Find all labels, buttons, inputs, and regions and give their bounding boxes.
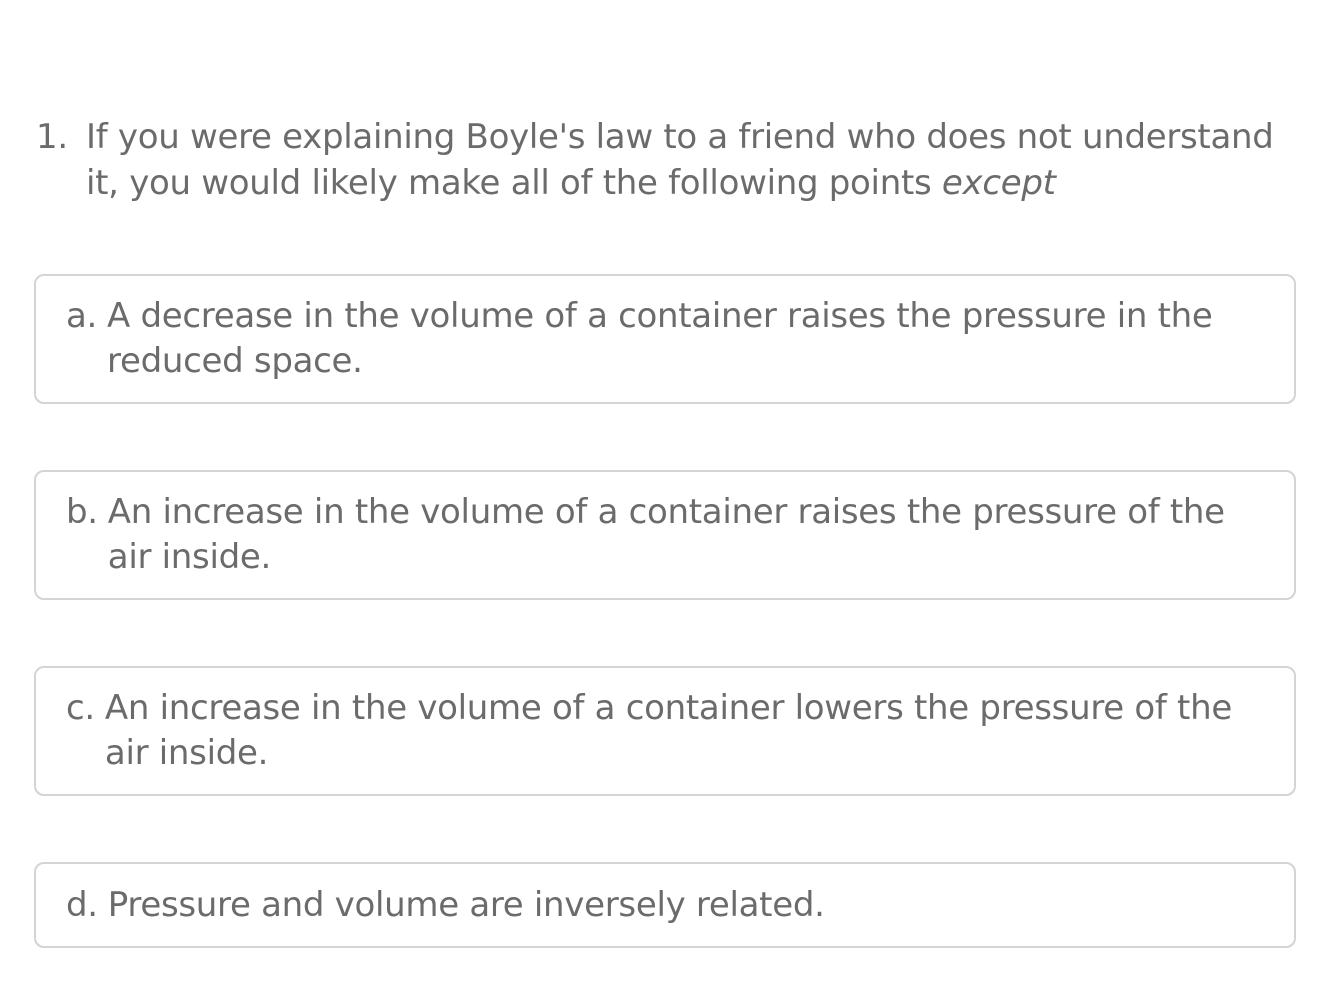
option-letter: a. (66, 296, 98, 336)
question-stem: If you were explaining Boyle's law to a friend who does not understand it, you would likely make all of the following points (86, 117, 1274, 203)
option-text: An increase in the volume of a container raises the pressure of the air inside. (107, 492, 1225, 577)
answer-option-c[interactable] (34, 666, 1296, 796)
option-text: A decrease in the volume of a container raises the pressure in the reduced space. (107, 296, 1213, 381)
answer-option-d[interactable] (34, 862, 1296, 948)
option-letter: c. (66, 688, 95, 728)
question-number: 1. (36, 117, 68, 157)
answer-option-a[interactable] (34, 274, 1296, 404)
question (36, 114, 1306, 206)
answer-option-b[interactable] (34, 470, 1296, 600)
question-emphasis: except (941, 163, 1056, 203)
option-letter: d. (66, 884, 98, 925)
question-text (86, 114, 1306, 206)
option-text: Pressure and volume are inversely related. (107, 884, 825, 925)
option-letter: b. (66, 492, 98, 532)
option-text: An increase in the volume of a container lowers the pressure of the air inside. (104, 688, 1232, 773)
